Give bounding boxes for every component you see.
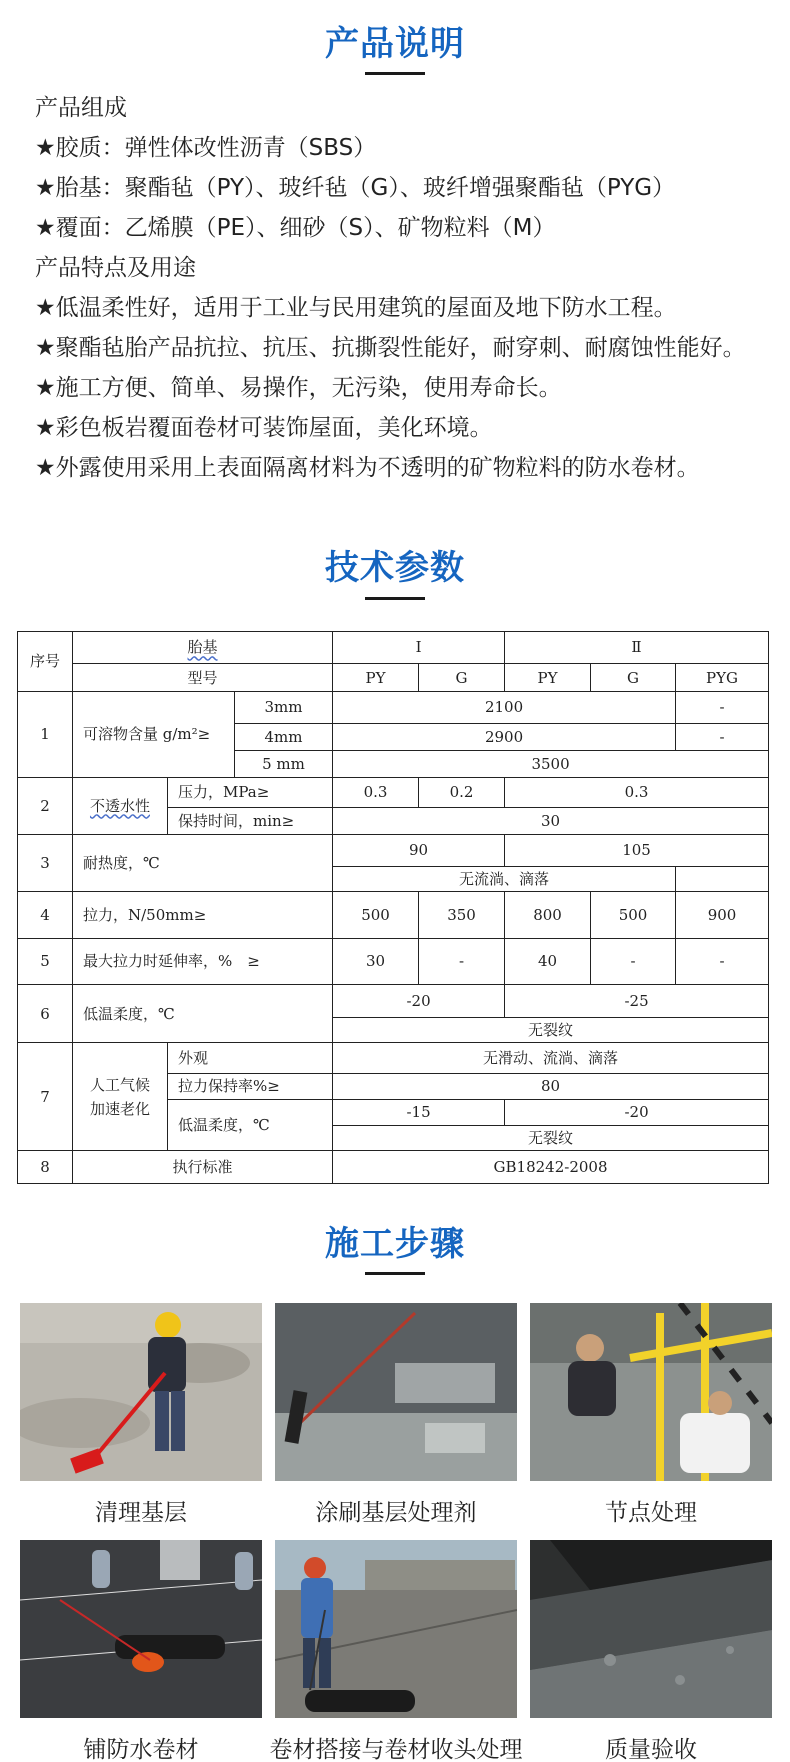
row-no: 6 [18, 985, 73, 1043]
intro-line: ★胎基：聚酯毡（PY）、玻纤毡（G）、玻纤增强聚酯毡（PYG） [35, 175, 676, 201]
cell-value: - [591, 938, 676, 984]
sub-label: 压力，MPa≥ [168, 777, 333, 807]
row-no: 7 [18, 1043, 73, 1151]
step-caption: 节点处理 [605, 1500, 697, 1526]
section-title-tech: 技术参数 [325, 548, 465, 588]
cell-value: 无滑动、流淌、滴落 [333, 1043, 769, 1073]
cell-value: 30 [333, 938, 419, 984]
tech-spec-table [17, 631, 769, 1184]
photo-lapping-icon [275, 1540, 517, 1718]
cell-value: -25 [505, 985, 769, 1017]
row-no: 8 [18, 1151, 73, 1184]
row-name: 拉力，N/50mm≥ [73, 892, 333, 938]
row-no: 2 [18, 777, 73, 834]
header-pyg: PYG [676, 664, 769, 692]
sub-label: 低温柔度，℃ [168, 1099, 333, 1151]
row-name: 耐热度，℃ [73, 835, 333, 892]
sub-label: 5 mm [235, 750, 333, 777]
row-name: 可溶物含量 g/m²≥ [73, 692, 235, 777]
title-underline [365, 1272, 425, 1275]
header-type-2: Ⅱ [505, 632, 769, 664]
intro-line: 产品特点及用途 [35, 255, 196, 281]
cell-value: GB18242-2008 [333, 1151, 769, 1184]
row-name: 低温柔度，℃ [73, 985, 333, 1043]
cell-value: 900 [676, 892, 769, 938]
cell-value: 800 [505, 892, 591, 938]
section-title-steps: 施工步骤 [325, 1224, 465, 1264]
cell-value: 3500 [333, 750, 769, 777]
sub-label: 3mm [235, 692, 333, 723]
cell-value: - [419, 938, 505, 984]
photo-cleaning-icon [20, 1303, 262, 1481]
cell-value: 350 [419, 892, 505, 938]
cell-value: - [676, 723, 769, 750]
cell-note: 无裂纹 [333, 1017, 769, 1043]
cell-value: -20 [505, 1099, 769, 1125]
row-name: 执行标准 [73, 1151, 333, 1184]
row-no: 3 [18, 835, 73, 892]
cell-value: - [676, 938, 769, 984]
step-caption: 涂刷基层处理剂 [315, 1500, 477, 1526]
sub-label: 保持时间，min≥ [168, 808, 333, 835]
photo-laying-icon [20, 1540, 262, 1718]
header-base: 胎基 [73, 632, 333, 664]
section-title-product: 产品说明 [325, 24, 465, 64]
product-description [35, 88, 765, 488]
step-caption: 卷材搭接与卷材收头处理 [269, 1737, 523, 1762]
step-caption: 清理基层 [95, 1500, 187, 1526]
photo-inspection-icon [530, 1540, 772, 1718]
sub-label: 拉力保持率%≥ [168, 1073, 333, 1099]
intro-line: ★胶质：弹性体改性沥青（SBS） [35, 135, 377, 161]
step-caption: 质量验收 [605, 1737, 697, 1762]
photo-primer-icon [275, 1303, 517, 1481]
cell-note: 无流淌、滴落 [333, 867, 676, 892]
header-g: G [591, 664, 676, 692]
header-model: 型号 [73, 664, 333, 692]
sub-label: 外观 [168, 1043, 333, 1073]
header-py: PY [505, 664, 591, 692]
intro-line: ★外露使用采用上表面隔离材料为不透明的矿物粒料的防水卷材。 [35, 455, 700, 481]
title-underline [365, 72, 425, 75]
cell-value: 0.3 [505, 777, 769, 807]
sub-label: 4mm [235, 723, 333, 750]
cell-value: 500 [591, 892, 676, 938]
cell-value: 80 [333, 1073, 769, 1099]
cell-value: -15 [333, 1099, 505, 1125]
intro-line: ★低温柔性好，适用于工业与民用建筑的屋面及地下防水工程。 [35, 295, 677, 321]
title-underline [365, 597, 425, 600]
cell-value: 500 [333, 892, 419, 938]
header-seq: 序号 [18, 632, 73, 692]
cell-empty [676, 867, 769, 892]
cell-value: - [676, 692, 769, 723]
intro-line: ★彩色板岩覆面卷材可装饰屋面，美化环境。 [35, 415, 493, 441]
intro-line: ★聚酯毡胎产品抗拉、抗压、抗撕裂性能好，耐穿刺、耐腐蚀性能好。 [35, 335, 746, 361]
header-py: PY [333, 664, 419, 692]
row-name: 不透水性 [73, 777, 168, 834]
cell-value: 90 [333, 835, 505, 867]
row-name: 人工气候加速老化 [73, 1043, 168, 1151]
intro-line: ★覆面：乙烯膜（PE）、细砂（S）、矿物粒料（M） [35, 215, 556, 241]
step-caption: 铺防水卷材 [83, 1737, 199, 1762]
cell-value: -20 [333, 985, 505, 1017]
intro-line: 产品组成 [35, 95, 127, 121]
header-g: G [419, 664, 505, 692]
cell-value: 2900 [333, 723, 676, 750]
cell-value: 30 [333, 808, 769, 835]
cell-value: 40 [505, 938, 591, 984]
cell-value: 105 [505, 835, 769, 867]
row-no: 5 [18, 938, 73, 984]
row-name: 最大拉力时延伸率，% ≥ [73, 938, 333, 984]
cell-value: 0.3 [333, 777, 419, 807]
row-no: 1 [18, 692, 73, 777]
row-no: 4 [18, 892, 73, 938]
photo-detail-icon [530, 1303, 772, 1481]
cell-value: 0.2 [419, 777, 505, 807]
cell-note: 无裂纹 [333, 1125, 769, 1151]
intro-line: ★施工方便、简单、易操作，无污染，使用寿命长。 [35, 375, 562, 401]
cell-value: 2100 [333, 692, 676, 723]
header-type-1: Ⅰ [333, 632, 505, 664]
